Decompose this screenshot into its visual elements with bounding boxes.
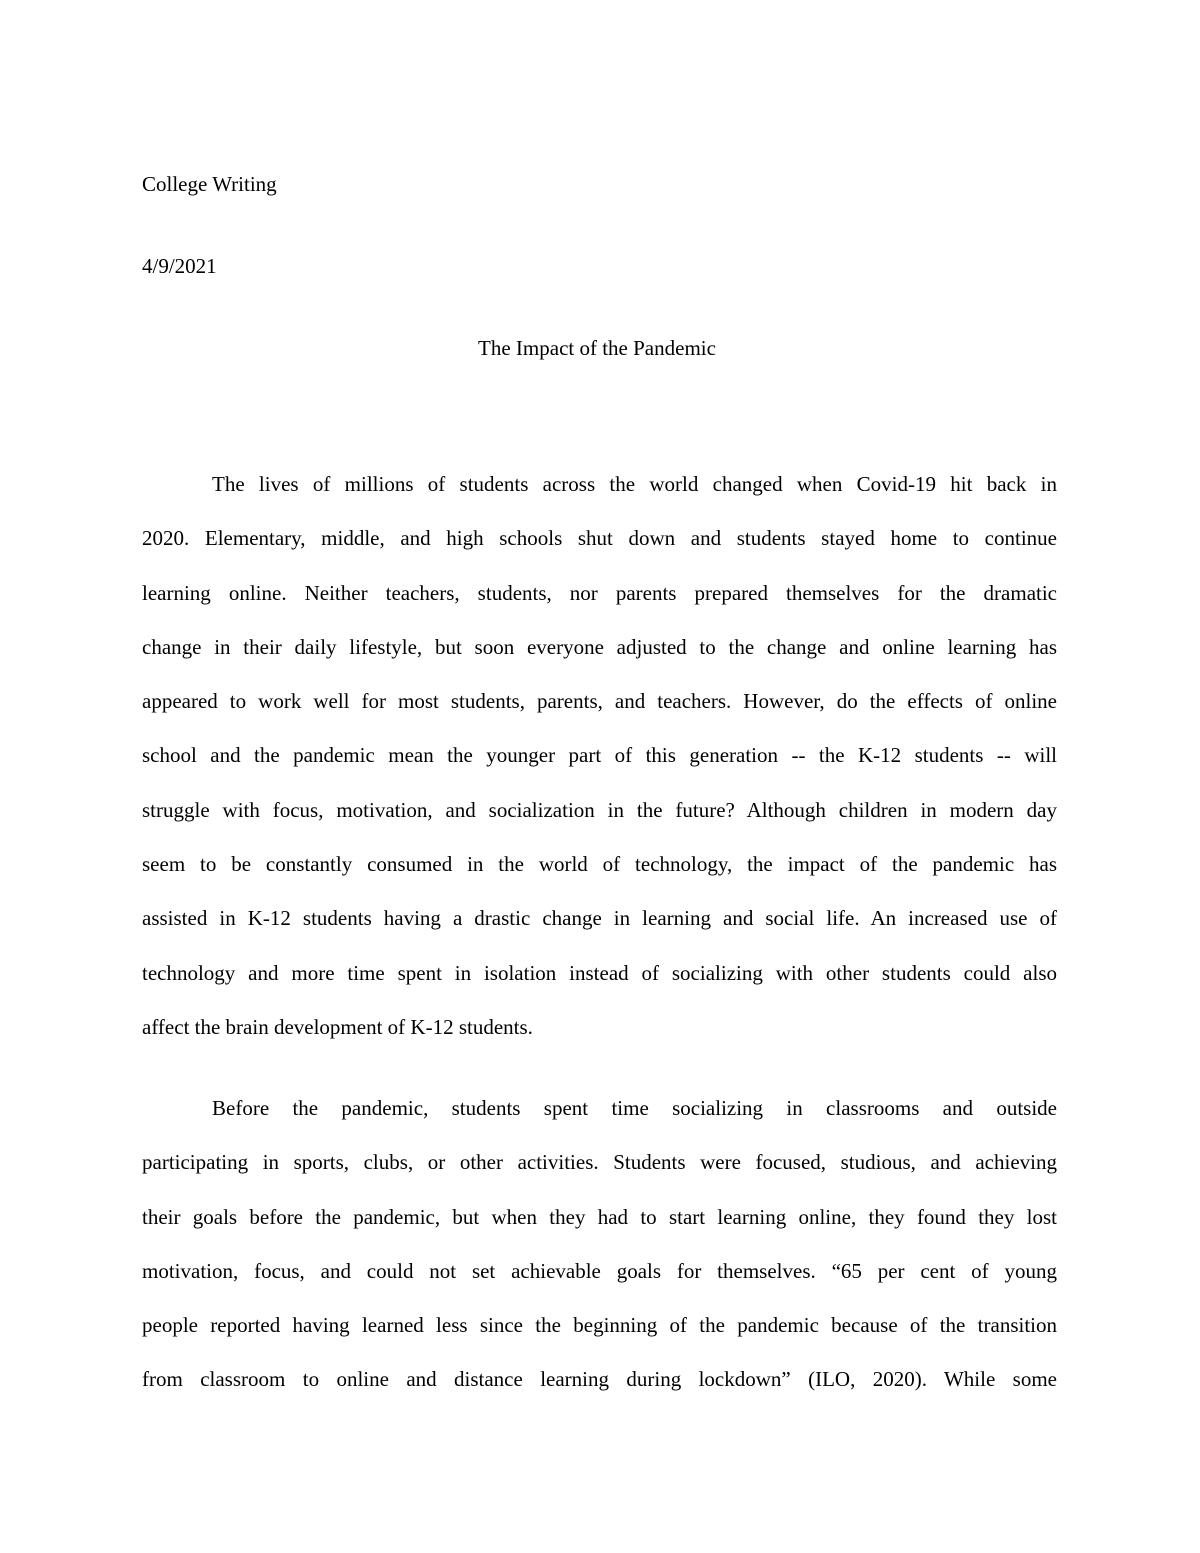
paragraph-line: their goals before the pandemic, but when they had to start learning online, they found they lost: [142, 1204, 1057, 1229]
paragraph-line: motivation, focus, and could not set achievable goals for themselves. “65 per cent of young: [142, 1258, 1057, 1283]
paragraph-line: learning online. Neither teachers, students, nor parents prepared themselves for the dramatic: [142, 580, 1057, 605]
paragraph-line: technology and more time spent in isolation instead of socializing with other students could also: [142, 960, 1057, 985]
paragraph-line: affect the brain development of K-12 students.: [142, 1014, 533, 1039]
paragraph-line: school and the pandemic mean the younger part of this generation -- the K-12 students -- will: [142, 743, 1057, 768]
paragraph-1: [142, 470, 1057, 1067]
paragraph-line: people reported having learned less since the beginning of the pandemic because of the transition: [142, 1313, 1057, 1338]
paragraph-line: from classroom to online and distance learning during lockdown” (ILO, 2020). While some: [142, 1367, 1057, 1392]
paragraph-line: change in their daily lifestyle, but soon everyone adjusted to the change and online learning has: [142, 634, 1057, 659]
essay-date: 4/9/2021: [142, 254, 217, 278]
paragraph-line: appeared to work well for most students, parents, and teachers. However, do the effects of online: [142, 689, 1057, 714]
paragraph-line: participating in sports, clubs, or other activities. Students were focused, studious, and achieving: [142, 1150, 1057, 1175]
paragraph-line: struggle with focus, motivation, and socialization in the future? Although children in modern day: [142, 797, 1057, 822]
paragraph-line: assisted in K-12 students having a drastic change in learning and social life. An increased use of: [142, 906, 1057, 931]
course-name: College Writing: [142, 172, 277, 196]
paragraph-line: 2020. Elementary, middle, and high schools shut down and students stayed home to continue: [142, 526, 1057, 551]
paragraph-line: Before the pandemic, students spent time socializing in classrooms and outside: [212, 1096, 1057, 1120]
essay-title: The Impact of the Pandemic: [478, 336, 716, 360]
paragraph-line: seem to be constantly consumed in the world of technology, the impact of the pandemic has: [142, 852, 1057, 877]
paragraph-line: The lives of millions of students across the world changed when Covid-19 hit back in: [212, 472, 1057, 496]
paragraph-2: [142, 1094, 1057, 1420]
